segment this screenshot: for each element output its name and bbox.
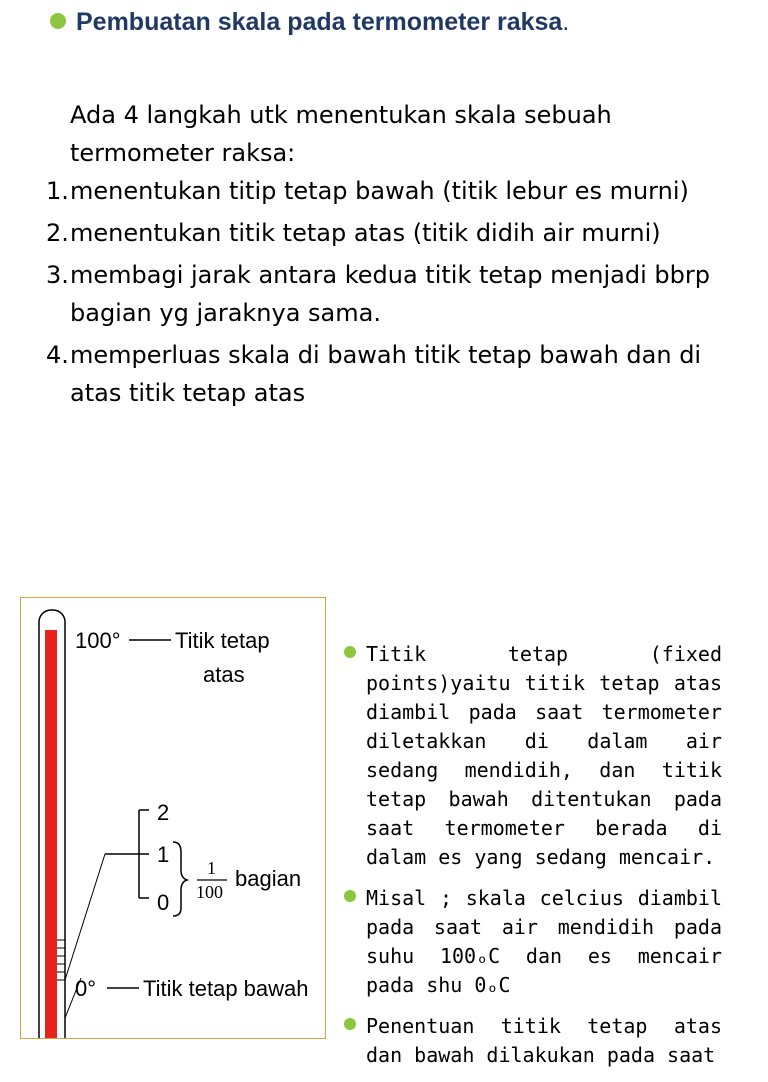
list-item: 2. menentukan titik tetap atas (titik didih air murni): [46, 219, 661, 247]
mercury-column: [45, 630, 57, 1038]
list-item: 3. membagi jarak antara kedua titik tetap menjadi bbrp bagian yg jaraknya sama.: [46, 261, 710, 327]
top-fixed-point-label: Titik tetap: [175, 628, 270, 653]
list-item: 1. menentukan titip tetap bawah (titik lebur es murni): [46, 177, 689, 205]
connector-line-top: [65, 854, 105, 980]
bottom-fixed-point-label: Titik tetap bawah: [143, 976, 309, 1001]
fraction-numerator: 1: [207, 858, 216, 878]
title-bullet-icon: [50, 13, 66, 29]
steps-list: [46, 172, 736, 416]
scale-tick-0: 0: [157, 890, 170, 915]
bullet-icon: [344, 646, 356, 658]
intro-text: Ada 4 langkah utk menentukan skala sebuah termometer raksa:: [70, 101, 612, 167]
thermometer-figure: [20, 597, 326, 1039]
list-item: 4. memperluas skala di bawah titik tetap bawah dan di atas titik tetap atas: [46, 341, 702, 407]
scale-tick-2: 2: [157, 800, 170, 825]
list-item: Penentuan titik tetap atas dan bawah dilakukan pada saat: [344, 1012, 722, 1070]
scale-tick-1: 1: [157, 842, 170, 867]
fraction-label: bagian: [235, 866, 302, 891]
top-temp-label: 100°: [75, 628, 121, 653]
page-title: Pembuatan skala pada termometer raksa.: [76, 8, 570, 36]
bullet-icon: [344, 890, 356, 902]
list-item: Titik tetap (fixed points)yaitu titik tetap atas diambil pada saat termometer diletakkan di dalam air sedang mendidih, dan titik tetap bawah ditentukan pada saat termometer berada di dalam es yang sedang mencair.: [344, 640, 722, 872]
bottom-temp-label: 0°: [75, 976, 97, 1001]
bullet-icon: [344, 1018, 356, 1030]
list-item: Misal ; skala celcius diambil pada saat air mendidih pada suhu 100ₒC dan es mencair pada shu 0ₒC: [344, 884, 722, 1000]
brace-icon: [173, 842, 187, 916]
thermometer-diagram: [21, 598, 325, 1038]
bullet-list: [344, 640, 722, 1082]
top-fixed-point-label-2: atas: [203, 662, 245, 687]
fraction-denominator: 100: [196, 882, 223, 902]
